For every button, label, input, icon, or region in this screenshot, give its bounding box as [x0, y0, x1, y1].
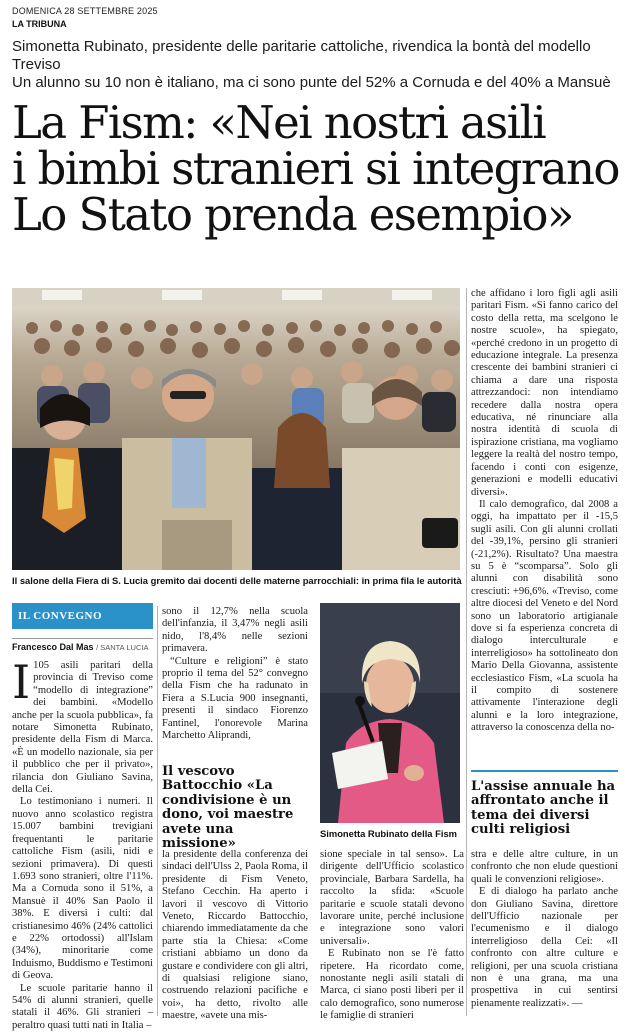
column-divider-right — [466, 288, 467, 1016]
col4-paragraph-1: che affidano i loro figli agli asili paritari Fism. «Si fanno carico del costo della retta, ma scelgono le nostre scuole», ha spiegato, «perché credono in un progetto di educazione integrale. La presenza crescente dei bambini stranieri ci chiama a dare una risposta attrezzandoci: non intendiamo recedere dalla nostra opera educativa, né rinunciare alla nostra identità di scuola di ispirazione cristiana, ma vogliamo leggere la realtà del nostro tempo, facendo i conti con esigenze, generazioni e modelli educativi diversi». — [471, 288, 618, 498]
author-name: Francesco Dal Mas — [12, 642, 94, 652]
kicker-line-2: Un alunno su 10 non è italiano, ma ci sono punte del 52% a Cornuda e del 40% a Mansuè — [12, 74, 611, 91]
column-2-top — [162, 606, 308, 742]
speaker-illustration — [320, 603, 460, 823]
column-2-bottom — [162, 849, 308, 1023]
audience-illustration — [12, 288, 460, 570]
article-kicker — [12, 38, 622, 92]
subheading-assembly: L'assise annuale ha affrontato anche il tema dei diversi culti religiosi — [471, 770, 618, 838]
headline-line-1: La Fism: «Nei nostri asili — [12, 96, 546, 149]
dateline-location: SANTA LUCIA — [100, 643, 149, 652]
headline-line-2: i bimbi stranieri si integrano — [12, 142, 619, 195]
drop-cap: I — [12, 655, 31, 709]
byline — [12, 638, 153, 652]
col3-paragraph-2: E Rubinato non se l'è fatto ripetere. Ha ricordato come, nonostante negli asili statali di Marca, ci siano posti liberi per il calo demografico, sono numerose le famiglie di stranieri — [320, 948, 464, 1022]
section-rubric: IL CONVEGNO — [12, 603, 153, 629]
column-divider — [157, 606, 158, 1016]
kicker-line-1: Simonetta Rubinato, presidente delle paritarie cattoliche, rivendica la bontà del modello Treviso — [12, 38, 591, 73]
headline-line-3: Lo Stato prenda esempio» — [12, 188, 573, 241]
col4-paragraph-2: Il calo demografico, dal 2008 a oggi, ha impattato per il -15,5 sugli asili. Con gli alunni crollati del -39,1%, persino gli stranieri (-21,2%). Risultato? Una maestra su 5 è “scomparsa”. Solo gli alunni con disabilità sono cresciuti: +96,6%. «Treviso, come altre diocesi del Veneto e del Nord sono un laboratorio artigianale dove si fa esperienza concreta di dialogo interculturale e interreligioso» ha sottolineato don Mario Della Giovanna, assistente ecclesiastico Fism, «La scuola ha il compito di sostenere attivamente l'interazione degli alunni e la loro integrazione, attraverso la conoscenza della no- — [471, 498, 618, 734]
main-photo-audience — [12, 288, 460, 570]
publication-name: LA TRIBUNA — [12, 19, 67, 29]
col4-paragraph-4: E di dialogo ha parlato anche don Giuliano Savina, direttore dell'Ufficio nazionale per l'ecumenismo e il dialogo interreligioso della Cei: «Il confronto con altre culture e religioni, per una scuola cristiana non è una grana, ma una prospettiva in cui sentirsi pienamente realizzati». — — [471, 886, 618, 1009]
col1-paragraph-3: Le scuole paritarie hanno il 54% di alunni stranieri, quelle statali il 46%. Gli stranieri – peraltro quasi tutti nati in Italia – — [12, 982, 153, 1031]
article-headline — [12, 96, 627, 241]
col2-paragraph-2: “Culture e religioni” è stato proprio il tema del 52° convegno della Fism che ha radunato in Fiera a S.Lucia 900 insegnanti, presenti il sindaco Fiorenzo Fantinel, l'onorevole Marina Marchetto Aliprandi, — [162, 655, 308, 742]
speaker-photo-caption: Simonetta Rubinato della Fism — [320, 828, 457, 839]
main-photo-caption: Il salone della Fiera di S. Lucia gremito dai docenti delle materne parrocchiali: in prima fila le autorità — [12, 575, 462, 586]
col1-paragraph-2: Lo testimoniano i numeri. Il nuovo anno scolastico registra 15.007 bambini trevigiani frequentanti le paritarie cattoliche Fism (asili, nidi e sezioni primavera). Di questi 1.693 sono stranieri, oltre l'11%. Ma a Cornuda sono il 51%, a Mansuè il 40% San Paolo il 38%. E diversi i culti: dal cristianesimo 46% (24% cattolici e 22% ortodossi) all'Islam (34%), minoritarie come Induismo, Buddismo e Testimoni di Geova. — [12, 796, 153, 982]
subheading-bishop: Il vescovo Battocchio «La condivisione è un dono, voi maestre avete una missione» — [162, 764, 294, 852]
edition-date: DOMENICA 28 SETTEMBRE 2025 — [12, 6, 158, 16]
column-3-bottom — [320, 849, 464, 1023]
column-4-top — [471, 288, 618, 735]
column-1 — [12, 655, 153, 1032]
col2-paragraph-3: la presidente della conferenza dei sindaci dell'Ulss 2, Paola Roma, il presidente di Fism Veneto, Stefano Cecchin. Ha aperto i lavori il vescovo di Vittorio Veneto, Riccardo Battocchio, chiarendo immediatamente da che parte stia la Chiesa: «Come cristiani abbiamo un dono da gustare e condividere con gli altri, di qualsiasi religione siano, costruendo relazioni pacifiche e voi», ha detto, rivolto alle maestre, «avete una mis- — [162, 849, 308, 1022]
col1-paragraph-1: 105 asili paritari della provincia di Treviso come “modello di integrazione” dei bambini. «Modello anche per la scuola pubblica», fa notare Simonetta Rubinato, presidente della Fism di Marca. «È un modello nazionale, sia per il pubblico che per il privato», rilancia don Giuliano Savina, della Cei. — [12, 660, 153, 796]
column-4-bottom — [471, 849, 618, 1010]
col2-paragraph-1: sono il 12,7% nella scuola dell'infanzia, il 3,47% negli asili nido, l'8,4% nelle sezioni primavera. — [162, 606, 308, 655]
photo-speaker — [320, 603, 460, 823]
byline-separator: / — [96, 643, 101, 652]
col3-paragraph-1: sione speciale in tal senso». La dirigente dell'Ufficio scolastico provinciale, Barbara Sardella, ha raccolto la sfida: «Scuole paritarie e scuole statali devono lavorare unite, perché inclusione e integrazione sono valori universali». — [320, 849, 464, 947]
col4-paragraph-3: stra e delle altre culture, in un confronto che non elude questioni quali le convenzioni religiose». — [471, 849, 618, 885]
